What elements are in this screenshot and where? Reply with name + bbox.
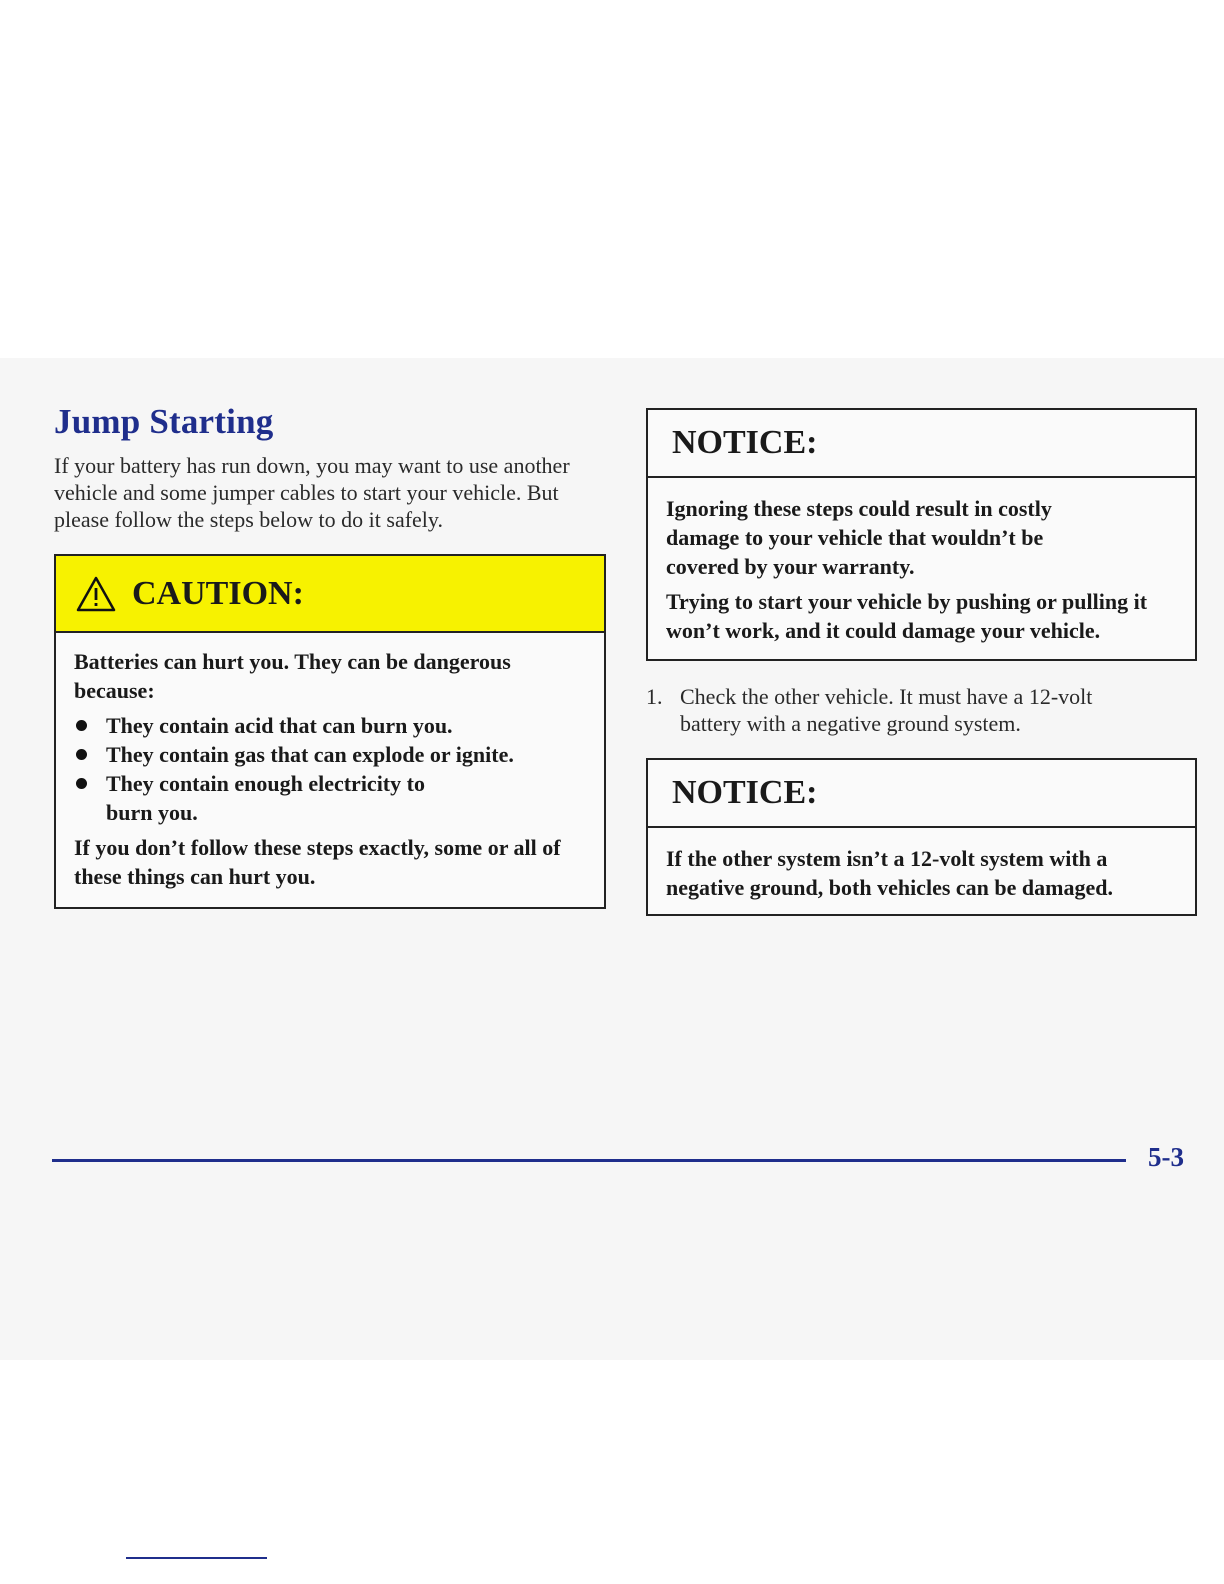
notice-body xyxy=(648,478,1195,645)
caution-header xyxy=(56,556,604,633)
caution-bullet-list xyxy=(74,711,586,827)
notice-paragraph: Ignoring these steps could result in costly damage to your vehicle that wouldn’t be covered by your warranty. xyxy=(666,496,1052,579)
notice-box-warranty xyxy=(646,408,1197,661)
footer-divider xyxy=(52,1159,1126,1162)
notice-header: NOTICE: xyxy=(648,760,1195,828)
section-intro: If your battery has run down, you may want to use another vehicle and some jumper cables to start your vehicle. But please follow the steps below to do it safely. xyxy=(54,453,570,532)
notice-paragraph: If the other system isn’t a 12-volt system with a negative ground, both vehicles can be damaged. xyxy=(666,846,1113,900)
page-number: 5-3 xyxy=(1148,1142,1184,1172)
notice-body xyxy=(648,828,1195,902)
caution-intro: Batteries can hurt you. They can be dangerous because: xyxy=(74,649,511,703)
section-title: Jump Starting xyxy=(54,402,274,441)
list-item: They contain enough electricity to burn you. xyxy=(74,769,446,827)
notice-header: NOTICE: xyxy=(648,410,1195,478)
caution-body xyxy=(56,633,604,891)
warning-triangle-icon xyxy=(76,576,116,612)
caution-closing: If you don’t follow these steps exactly, some or all of these things can hurt you. xyxy=(74,835,561,889)
caution-title: CAUTION: xyxy=(132,574,304,612)
caution-box xyxy=(54,554,606,909)
step-item xyxy=(646,683,1186,737)
step-text: Check the other vehicle. It must have a 12-volt battery with a negative ground system. xyxy=(680,684,1093,736)
bottom-link-underline xyxy=(126,1557,267,1559)
notice-paragraph: Trying to start your vehicle by pushing or pulling it won’t work, and it could damage your vehicle. xyxy=(666,589,1148,643)
notice-box-ground xyxy=(646,758,1197,916)
list-item: They contain acid that can burn you. xyxy=(74,711,586,740)
list-item: They contain gas that can explode or ignite. xyxy=(74,740,586,769)
step-number: 1. xyxy=(646,684,663,709)
